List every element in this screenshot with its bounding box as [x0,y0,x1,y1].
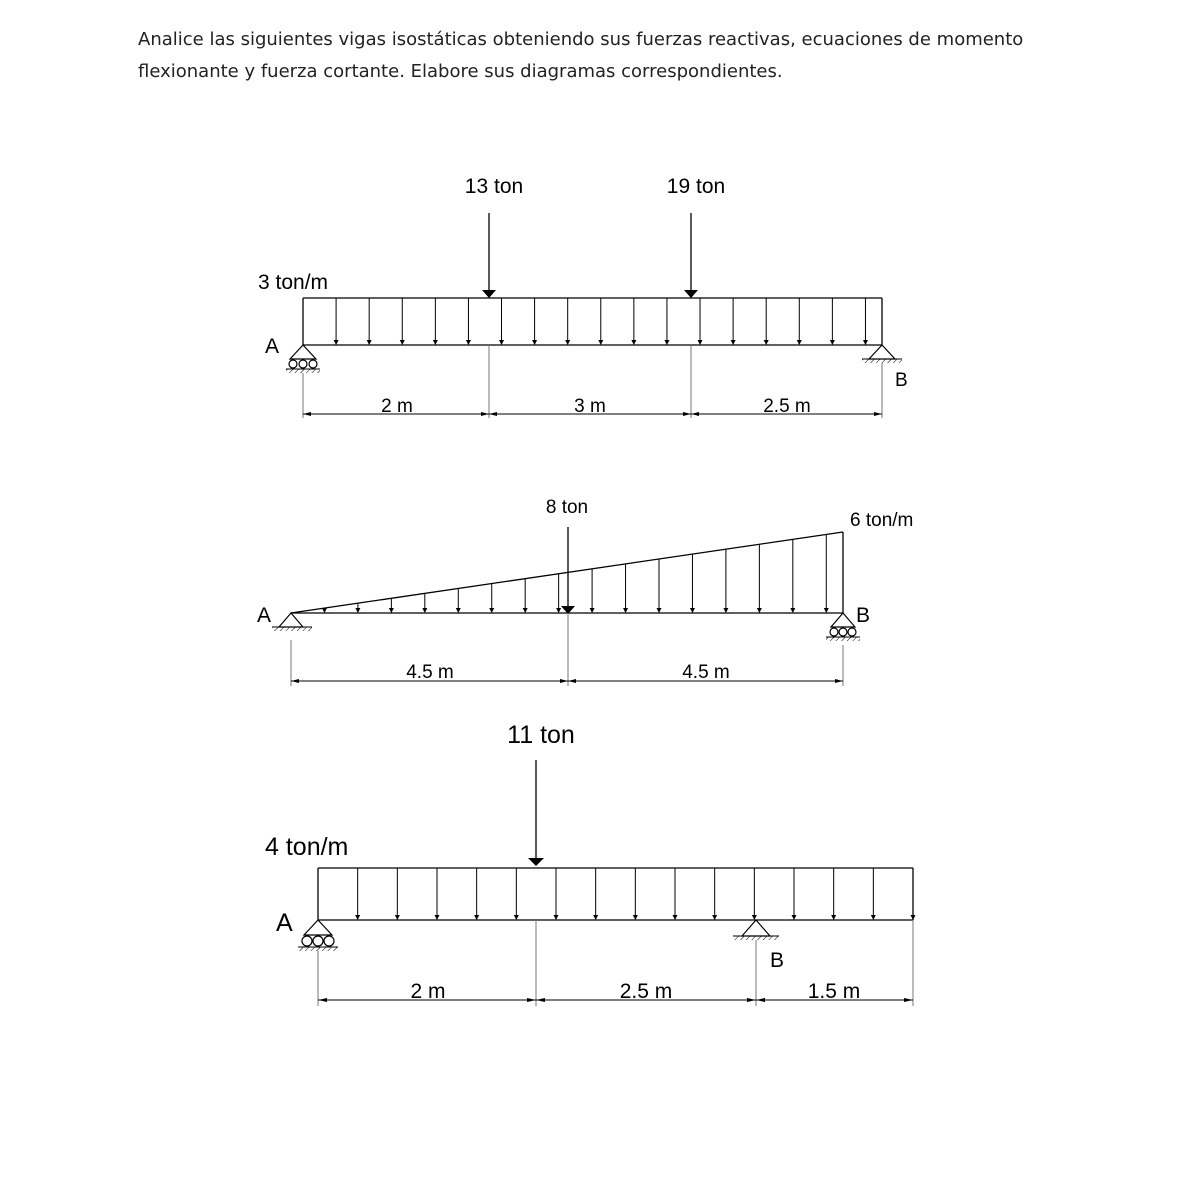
load-arrow [523,579,528,613]
beam-3-support-a-wheel [324,936,334,946]
beam-1-dim-arrow [683,412,691,416]
beam-2-dim-arrow [291,679,299,683]
beam-3-dim-arrow [536,998,545,1002]
load-arrow [554,868,559,920]
beam-2-load-slope-line [291,532,843,613]
load-arrow [871,868,876,920]
load-arrow [764,298,769,345]
load-arrow [565,298,570,345]
beam-3-support-b-triangle [742,920,770,936]
beam-3-dim-arrow [904,998,913,1002]
load-arrow [355,603,360,613]
beam-3-point-load [528,760,544,866]
beam-2-dim-2-label: 4.5 m [682,662,730,683]
beam-1-support-a-label: A [265,335,280,358]
load-arrow [590,569,595,613]
beam-1-point-load-2-arrowhead [684,290,698,298]
beam-2-support-b-wheel [839,628,847,636]
beam-3 [265,721,916,1006]
load-arrow [395,868,400,920]
load-arrow [466,298,471,345]
beam-2-support-a-label: A [257,604,272,627]
beam-1-point-load-1 [482,213,496,298]
load-arrow [863,298,868,345]
beam-2-support-a-triangle [279,613,303,627]
beam-1-point-load-2 [684,213,698,298]
load-arrow [830,298,835,345]
load-arrow [673,868,678,920]
beam-2-point-load-label: 8 ton [545,497,589,518]
beam-3-dim-arrow [527,998,536,1002]
beam-2-dim-arrow [560,679,568,683]
beam-3-distributed-load-label: 4 ton/m [265,833,349,861]
beam-1-point-load-1-arrowhead [482,290,496,298]
beam-3-distributed-load [318,868,916,920]
beam-1-dim-arrow [489,412,497,416]
beam-1-point-load-2-label: 19 ton [666,175,726,198]
beam-3-dim-arrow [747,998,756,1002]
beam-1-dim-arrow [691,412,699,416]
load-arrow [514,868,519,920]
beam-3-dim-3-label: 1.5 m [807,980,861,1003]
load-arrow [334,298,339,345]
beam-3-support-b-pin [733,920,779,940]
beam-1-dim-arrow [481,412,489,416]
beam-2-support-b-roller [826,613,860,641]
beam-3-dim-arrow [756,998,765,1002]
beam-2-dim-arrow [568,679,576,683]
load-arrow [623,564,628,613]
beam-2 [257,497,913,686]
beam-3-support-b-hatch [733,936,779,940]
load-arrow [456,588,461,613]
load-arrow [532,298,537,345]
beam-2-support-b-wheel [848,628,856,636]
load-arrow [633,868,638,920]
instructions-text: Analice las siguientes vigas isostáticas obteniendo sus fuerzas reactivas, ecuaciones de momento flexionante y fuerza cortante. Elabore sus diagramas correspondientes. [138,29,1024,82]
beam-1-dim-arrow [874,412,882,416]
load-arrow [664,298,669,345]
beam-2-support-b-hatch [826,637,860,641]
load-arrow [322,608,327,613]
load-arrow [698,298,703,345]
load-arrow [631,298,636,345]
load-arrow [556,574,561,613]
beam-1-point-load-1-label: 13 ton [464,175,524,198]
beam-3-point-load-arrowhead [528,858,544,866]
beam-1-dim-1-label: 2 m [381,396,413,417]
load-arrow [400,298,405,345]
load-arrow [731,298,736,345]
load-arrow [752,868,757,920]
beam-1-support-a-triangle [290,345,316,359]
beam-3-support-a-hatch [298,947,338,951]
beam-3-support-a-roller [298,920,338,951]
load-arrow [723,549,728,613]
beam-3-support-a-label: A [276,909,293,937]
load-arrow [435,868,440,920]
load-arrow [831,868,836,920]
load-arrow [792,868,797,920]
load-arrow [389,598,394,613]
beam-1-distributed-load-label: 3 ton/m [258,271,329,294]
beam-1-support-b-triangle [869,345,895,359]
beam-2-dim-1-label: 4.5 m [406,662,454,683]
beam-3-point-load-label: 11 ton [507,721,575,749]
load-arrow [598,298,603,345]
load-arrow [422,593,427,613]
beam-2-support-a-pin [272,613,312,631]
beam-1-dim-2-label: 3 m [574,396,606,417]
load-arrow [911,868,916,920]
beam-1-support-b-pin [862,345,902,363]
beam-2-support-b-triangle [831,613,855,627]
beam-3-dim-2-label: 2.5 m [619,980,673,1003]
load-arrow [367,298,372,345]
beam-2-support-a-hatch [272,627,312,631]
beam-1-support-b-hatch [862,359,902,363]
beam-1-support-a-wheel [289,360,297,368]
load-arrow [355,868,360,920]
beam-1-support-a-roller [286,345,320,373]
load-arrow [712,868,717,920]
load-arrow [489,584,494,613]
load-arrow [593,868,598,920]
load-arrow [690,554,695,613]
load-arrow [790,539,795,613]
beam-3-support-b-label: B [770,949,785,972]
load-arrow [433,298,438,345]
beam-3-support-a-wheel [302,936,312,946]
beam-2-dimension-line [291,613,843,686]
beam-2-point-load [561,527,575,614]
beam-1-support-b-label: B [895,370,908,391]
beam-2-distributed-load-max-label: 6 ton/m [850,510,914,531]
beam-1-support-a-hatch [286,369,320,373]
beam-3-dim-arrow [318,998,327,1002]
load-arrow [797,298,802,345]
beam-1-support-a-wheel [309,360,317,368]
beam-2-triangular-load [291,532,843,613]
beam-1 [258,175,908,418]
beam-1-dim-arrow [303,412,311,416]
beam-3-support-a-wheel [313,936,323,946]
beam-1-distributed-load [303,298,882,345]
load-arrow [757,544,762,613]
load-arrow [657,559,662,613]
beam-2-dim-arrow [835,679,843,683]
beam-2-support-b-label: B [856,604,871,627]
beam-1-dim-3-label: 2.5 m [763,396,811,417]
load-arrow [474,868,479,920]
beam-1-support-a-wheel [299,360,307,368]
load-arrow [824,534,829,613]
beam-2-support-b-wheel [830,628,838,636]
load-arrow [499,298,504,345]
beam-3-support-a-triangle [304,920,332,935]
beam-3-dim-1-label: 2 m [410,980,446,1003]
